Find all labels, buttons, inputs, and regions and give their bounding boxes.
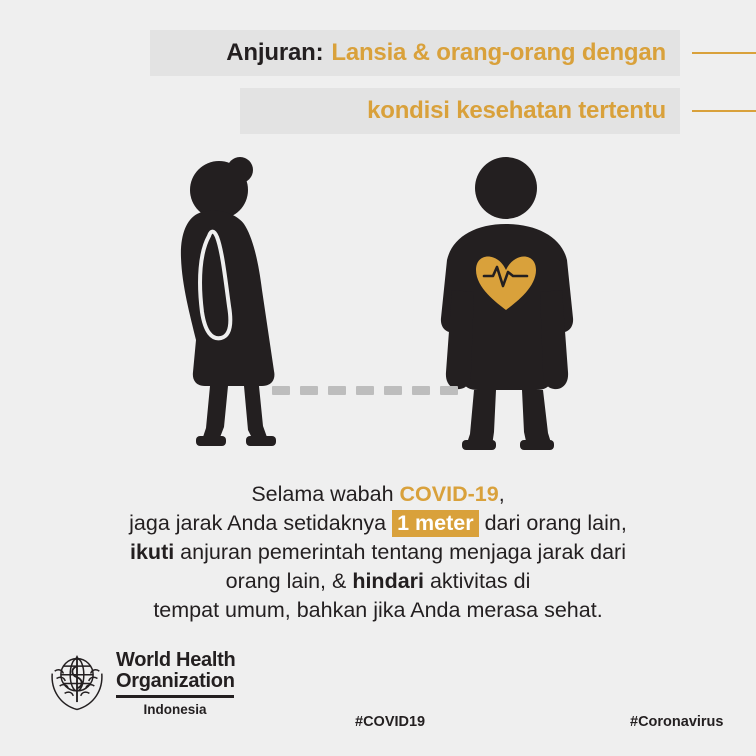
headline-row-1 [0,30,756,76]
dash-segment [384,386,402,395]
headline-row-2 [0,88,756,134]
body-line-4-post: aktivitas di [424,569,531,593]
dash-segment [356,386,374,395]
who-wordmark [116,650,235,717]
covid-term: COVID-19 [399,482,499,506]
distance-highlight: 1 meter [392,510,479,537]
body-line-3-bold: ikuti [130,540,175,564]
who-org-line2: Organization [116,670,235,692]
illustration [0,140,756,470]
dash-segment [440,386,458,395]
footer [0,636,756,756]
dash-segment [412,386,430,395]
headline-highlight-1: Lansia & orang-orang dengan [331,39,666,66]
body-line-1 [0,480,756,509]
headline-label: Anjuran: [226,39,324,66]
who-country: Indonesia [143,701,207,717]
dash-segment [300,386,318,395]
headline-rule-2 [692,110,756,112]
headline-rule-1 [692,52,756,54]
body-line-4-pre: orang lain, & [225,569,353,593]
who-org-line1: World Health [116,649,236,671]
body-line-1-pre: Selama wabah [251,482,400,506]
figures-illustration [0,140,756,470]
body-line-1-post: , [498,482,505,506]
body-line-2 [0,509,756,538]
body-copy [0,480,756,625]
body-line-3-rest: anjuran pemerintah tentang menjaga jarak dari [174,540,626,564]
who-emblem-icon [46,650,108,712]
hashtag-covid19: #COVID19 [355,714,426,730]
who-logo [46,650,235,717]
dashed-distance-line [272,386,472,395]
dash-segment [272,386,290,395]
body-line-2-pre: jaga jarak Anda setidaknya [129,511,393,535]
headline-bar-2 [240,88,680,134]
dash-segment [328,386,346,395]
body-line-4-bold: hindari [352,569,424,593]
body-line-4 [0,567,756,596]
who-underline [116,695,234,698]
body-line-2-post: dari orang lain, [478,511,627,535]
hashtag-coronavirus: #Coronavirus [630,714,724,730]
headline-highlight-2: kondisi kesehatan tertentu [367,97,666,124]
headline-bar-1 [150,30,680,76]
body-line-5: tempat umum, bahkan jika Anda merasa sehat. [153,598,603,622]
body-line-3 [0,538,756,567]
